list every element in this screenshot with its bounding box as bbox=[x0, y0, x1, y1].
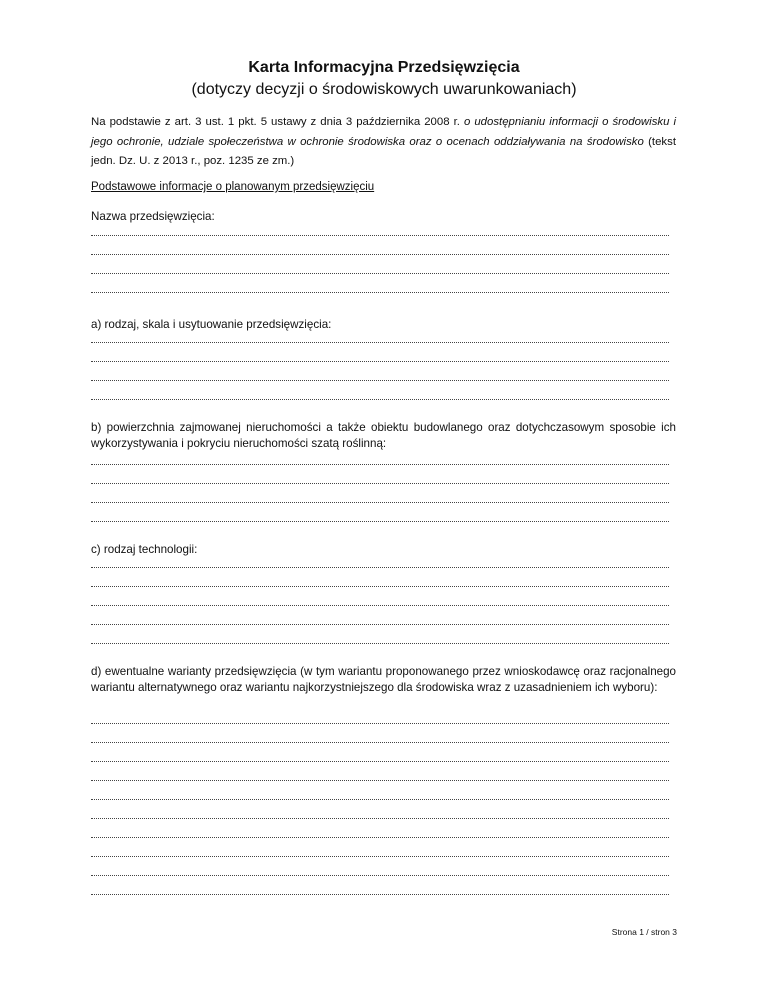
fill-line-c-4[interactable] bbox=[91, 624, 669, 625]
fill-line-d-8[interactable] bbox=[91, 856, 669, 857]
fill-line-b-2[interactable] bbox=[91, 483, 669, 484]
fill-line-d-4[interactable] bbox=[91, 780, 669, 781]
fill-line-a-1[interactable] bbox=[91, 342, 669, 343]
fill-line-c-5[interactable] bbox=[91, 643, 669, 644]
page-title: Karta Informacyjna Przedsięwzięcia bbox=[248, 59, 520, 76]
fill-line-b-1[interactable] bbox=[91, 464, 669, 465]
fill-line-d-9[interactable] bbox=[91, 875, 669, 876]
fill-line-d-3[interactable] bbox=[91, 761, 669, 762]
fill-line-d-2[interactable] bbox=[91, 742, 669, 743]
legal-basis-citation: (tekst jedn. Dz. U. z 2013 r., poz. 1235 ze zm.) bbox=[91, 135, 676, 167]
fill-line-d-5[interactable] bbox=[91, 799, 669, 800]
fill-line-d-10[interactable] bbox=[91, 894, 669, 895]
fill-line-d-1[interactable] bbox=[91, 723, 669, 724]
fill-line-name-1[interactable] bbox=[91, 235, 669, 236]
field-label-d: d) ewentualne warianty przedsięwzięcia (w tym wariantu proponowanego przez wnioskodawcę oraz racjonalnego wariantu alternatywnego oraz wariantu najkorzystniejszego dla środowiska wraz z uzasadnieniem ich wyboru): bbox=[91, 665, 676, 694]
field-label-a: a) rodzaj, skala i usytuowanie przedsięwzięcia: bbox=[91, 318, 332, 331]
fill-line-name-2[interactable] bbox=[91, 254, 669, 255]
field-label-c: c) rodzaj technologii: bbox=[91, 543, 198, 556]
fill-line-a-3[interactable] bbox=[91, 380, 669, 381]
fill-line-c-3[interactable] bbox=[91, 605, 669, 606]
page-number: Strona 1 / stron 3 bbox=[611, 927, 677, 937]
fill-line-a-2[interactable] bbox=[91, 361, 669, 362]
fill-line-name-3[interactable] bbox=[91, 273, 669, 274]
legal-basis-paragraph bbox=[91, 113, 676, 172]
field-label-name: Nazwa przedsięwzięcia: bbox=[91, 210, 215, 223]
legal-basis-text: Na podstawie z art. 3 ust. 1 pkt. 5 ustawy z dnia 3 października 2008 r. bbox=[91, 116, 464, 128]
fill-line-name-4[interactable] bbox=[91, 292, 669, 293]
fill-line-c-1[interactable] bbox=[91, 567, 669, 568]
act-title: o udostępnianiu informacji o środowisku i jego ochronie, udziale społeczeństwa w ochronie środowiska oraz o ocenach oddziaływania na środowisko bbox=[91, 116, 676, 148]
page-subtitle: (dotyczy decyzji o środowiskowych uwarunkowaniach) bbox=[191, 81, 577, 98]
fill-line-d-7[interactable] bbox=[91, 837, 669, 838]
section-title: Podstawowe informacje o planowanym przedsięwzięciu bbox=[91, 181, 375, 193]
fill-line-b-3[interactable] bbox=[91, 502, 669, 503]
fill-line-b-4[interactable] bbox=[91, 521, 669, 522]
fill-line-a-4[interactable] bbox=[91, 399, 669, 400]
fill-line-d-6[interactable] bbox=[91, 818, 669, 819]
field-label-b: b) powierzchnia zajmowanej nieruchomości a także obiektu budowlanego oraz dotychczasowym sposobie ich wykorzystywania i pokryciu nieruchomości szatą roślinną: bbox=[91, 421, 676, 450]
fill-line-c-2[interactable] bbox=[91, 586, 669, 587]
